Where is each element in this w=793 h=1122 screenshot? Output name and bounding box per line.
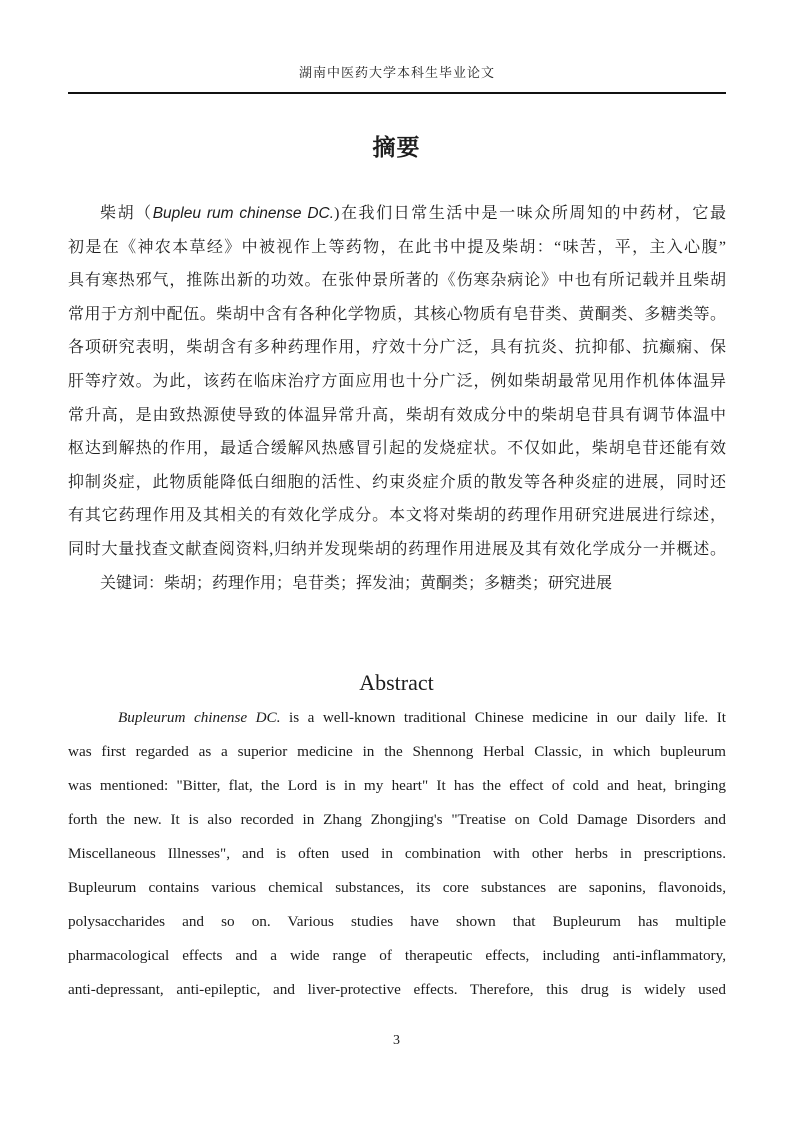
en-paragraph-line: Miscellaneous Illnesses", and is often used in combination with other herbs in prescriptions. — [68, 845, 726, 862]
header-divider — [68, 92, 726, 94]
chinese-abstract-title: 摘要 — [372, 135, 421, 160]
cn-paragraph-line: 常升高，是由致热源使导致的体温异常升高，柴胡有效成分中的柴胡皂苷具有调节体温中 — [68, 406, 726, 424]
en-paragraph-line: pharmacological effects and a wide range of therapeutic effects, including anti-inflammatory, — [68, 947, 726, 964]
cn-paragraph-line: 枢达到解热的作用，最适合缓解风热感冒引起的发烧症状。不仅如此，柴胡皂苷还能有效 — [68, 440, 726, 458]
cn-paragraph-line — [68, 197, 726, 231]
cn-paragraph-line: 肝等疗效。为此，该药在临床治疗方面应用也十分广泛，例如柴胡最常见用作机体体温异 — [68, 372, 726, 390]
en-paragraph-line: Bupleurum contains various chemical substances, its core substances are saponins, flavonoids, — [68, 879, 726, 896]
en-paragraph-line — [68, 701, 726, 735]
en-paragraph-line: forth the new. It is also recorded in Zhang Zhongjing's "Treatise on Cold Damage Disorders and — [68, 811, 726, 828]
cn-paragraph-line: 常用于方剂中配伍。柴胡中含有各种化学物质，其核心物质有皂苷类、黄酮类、多糖类等。 — [68, 305, 726, 323]
cn-line1-latin-name: Bupleu rum chinense DC. — [152, 205, 335, 222]
cn-line1-pre: 柴胡（ — [100, 205, 153, 222]
cn-paragraph-line: 有其它药理作用及其相关的有效化学成分。本文将对柴胡的药理作用研究进展进行综述， — [68, 507, 726, 525]
en-paragraph-line: anti-depressant, anti-epileptic, and liver-protective effects. Therefore, this drug is widely used — [68, 981, 726, 998]
cn-paragraph-line: 初是在《神农本草经》中被视作上等药物，在此书中提及柴胡：“味苦，平，主入心腹” — [68, 238, 726, 256]
english-abstract-title: Abstract — [359, 670, 434, 695]
en-line1-post: is a well-known traditional Chinese medicine in our daily life. It — [280, 709, 726, 726]
chinese-abstract-paragraph — [68, 197, 726, 600]
page-header-text: 湖南中医药大学本科生毕业论文 — [298, 65, 495, 80]
cn-paragraph-line: 同时大量找查文献查阅资料,归纳并发现柴胡的药理作用进展及其有效化学成分一并概述。 — [68, 540, 726, 558]
page-number: 3 — [393, 1033, 400, 1048]
en-paragraph-line: was first regarded as a superior medicine in the Shennong Herbal Classic, in which bupleurum — [68, 743, 726, 760]
english-abstract-paragraph — [68, 701, 726, 1007]
cn-paragraph-line: 抑制炎症，此物质能降低白细胞的活性、约束炎症介质的散发等各种炎症的进展，同时还 — [68, 473, 726, 491]
cn-line1-post: )在我们日常生活中是一味众所周知的中药材，它最 — [334, 205, 726, 222]
en-line1-latin-name: Bupleurum chinense DC. — [118, 709, 281, 726]
cn-paragraph-line: 各项研究表明，柴胡含有多种药理作用，疗效十分广泛，具有抗炎、抗抑郁、抗癫痫、保 — [68, 339, 726, 357]
en-paragraph-line: polysaccharides and so on. Various studies have shown that Bupleurum has multiple — [68, 913, 726, 930]
cn-paragraph-line: 具有寒热邪气，推陈出新的功效。在张仲景所著的《伤寒杂病论》中也有所记载并且柴胡 — [68, 272, 726, 290]
en-paragraph-line: was mentioned: "Bitter, flat, the Lord is in my heart" It has the effect of cold and heat, bringing — [68, 777, 726, 794]
keywords-line: 关键词：柴胡；药理作用；皂苷类；挥发油；黄酮类；多糖类；研究进展 — [100, 574, 613, 592]
